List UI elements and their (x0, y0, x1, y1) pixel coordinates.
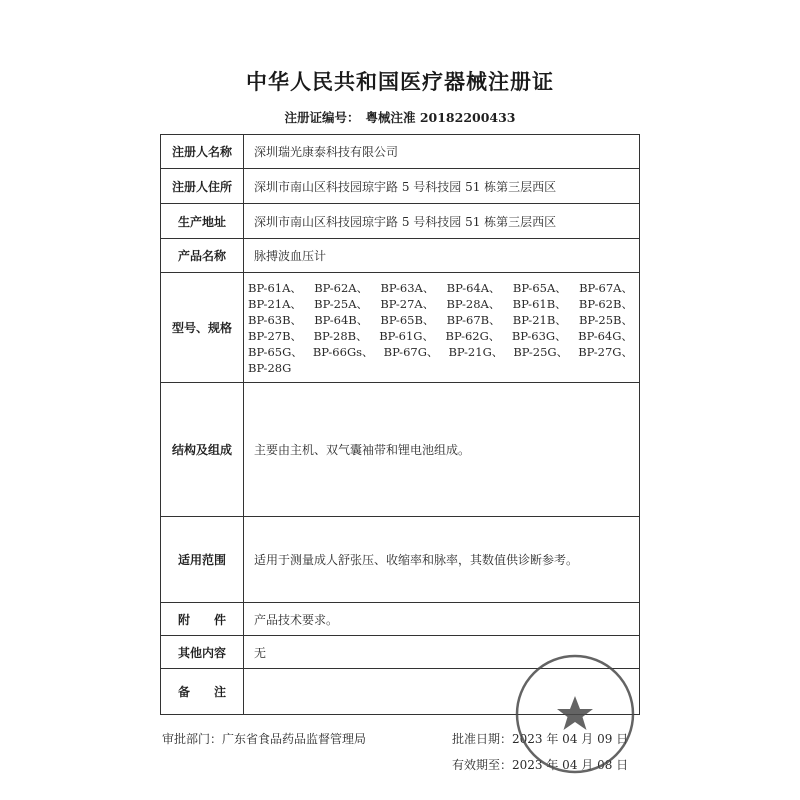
table-row (161, 273, 640, 383)
model-item: BP-61A、 (248, 280, 302, 295)
field-label: 产品名称 (161, 239, 244, 273)
model-item: BP-64A、 (446, 280, 501, 295)
field-label: 型号、规格 (161, 273, 244, 383)
model-item: BP-65B、 (380, 312, 435, 327)
model-item: BP-28B、 (313, 328, 368, 343)
model-item: BP-27G、 (578, 344, 633, 359)
field-label: 注册人住所 (161, 169, 244, 204)
model-item: BP-62B、 (578, 296, 633, 311)
model-item: BP-65G、 (248, 344, 303, 359)
model-item: BP-67B、 (446, 312, 501, 327)
model-row (248, 280, 633, 296)
model-item: BP-63A、 (380, 280, 435, 295)
models-list (244, 276, 639, 380)
field-value: 适用于测量成人舒张压、收缩率和脉率，其数值供诊断参考。 (244, 517, 640, 603)
model-item: BP-27A、 (380, 296, 435, 311)
model-item: BP-28A、 (446, 296, 501, 311)
field-value: 无 (244, 636, 640, 669)
model-item: BP-28G (248, 360, 292, 375)
table-row (161, 603, 640, 636)
certificate-title: 中华人民共和国医疗器械注册证 (246, 69, 554, 94)
certificate-table (160, 134, 640, 715)
field-value: 深圳瑞光康泰科技有限公司 (244, 135, 640, 169)
model-item: BP-61G、 (379, 328, 434, 343)
table-row (161, 383, 640, 517)
model-row (248, 296, 633, 312)
approve-date-value: 2023 年 04 月 09 日 (512, 732, 629, 746)
model-item: BP-62A、 (314, 280, 369, 295)
approver (162, 730, 366, 747)
model-item: BP-25A、 (314, 296, 369, 311)
registration-number-line (0, 108, 800, 126)
model-row (248, 328, 633, 344)
model-item: BP-25B、 (578, 312, 633, 327)
model-item: BP-67G、 (383, 344, 439, 359)
model-item: BP-27B、 (248, 328, 303, 343)
field-value: 脉搏波血压计 (244, 239, 640, 273)
field-label: 附 件 (161, 603, 244, 636)
model-item: BP-61B、 (512, 296, 567, 311)
field-value: 深圳市南山区科技园琼宇路 5 号科技园 51 栋第三层西区 (244, 204, 640, 239)
valid-date-label: 有效期至： (452, 758, 513, 772)
model-item: BP-65A、 (512, 280, 567, 295)
model-row (248, 360, 633, 376)
model-item: BP-62G、 (445, 328, 501, 343)
field-label: 适用范围 (161, 517, 244, 603)
model-item: BP-63G、 (511, 328, 567, 343)
field-label: 结构及组成 (161, 383, 244, 517)
model-item: BP-66Gs、 (312, 344, 374, 359)
registration-number-label: 注册证编号： (284, 110, 360, 125)
valid-date-value: 2023 年 04 月 08 日 (512, 758, 629, 772)
model-item: BP-64B、 (314, 312, 369, 327)
model-row (248, 312, 633, 328)
table-row (161, 135, 640, 169)
field-label: 注册人名称 (161, 135, 244, 169)
table-row (161, 239, 640, 273)
registration-number: 粤械注准 20182200433 (365, 110, 516, 125)
model-item: BP-64G、 (578, 328, 633, 343)
field-label: 其他内容 (161, 636, 244, 669)
model-item: BP-21G、 (448, 344, 504, 359)
model-row (248, 344, 633, 360)
table-row (161, 517, 640, 603)
model-item: BP-63B、 (248, 312, 303, 327)
field-label: 生产地址 (161, 204, 244, 239)
field-value: 主要由主机、双气囊袖带和锂电池组成。 (244, 383, 640, 517)
approver-label: 审批部门： (162, 732, 223, 746)
models-cell (244, 273, 640, 383)
approver-value: 广东省食品药品监督管理局 (222, 732, 367, 746)
table-row (161, 204, 640, 239)
field-label: 备 注 (161, 669, 244, 715)
approve-date-label: 批准日期： (452, 732, 513, 746)
official-seal-icon (513, 652, 637, 776)
model-item: BP-25G、 (513, 344, 569, 359)
field-value: 深圳市南山区科技园琼宇路 5 号科技园 51 栋第三层西区 (244, 169, 640, 204)
field-value: 产品技术要求。 (244, 603, 640, 636)
model-item: BP-21B、 (512, 312, 567, 327)
model-item: BP-67A、 (579, 280, 633, 295)
table-row (161, 169, 640, 204)
model-item: BP-21A、 (248, 296, 302, 311)
